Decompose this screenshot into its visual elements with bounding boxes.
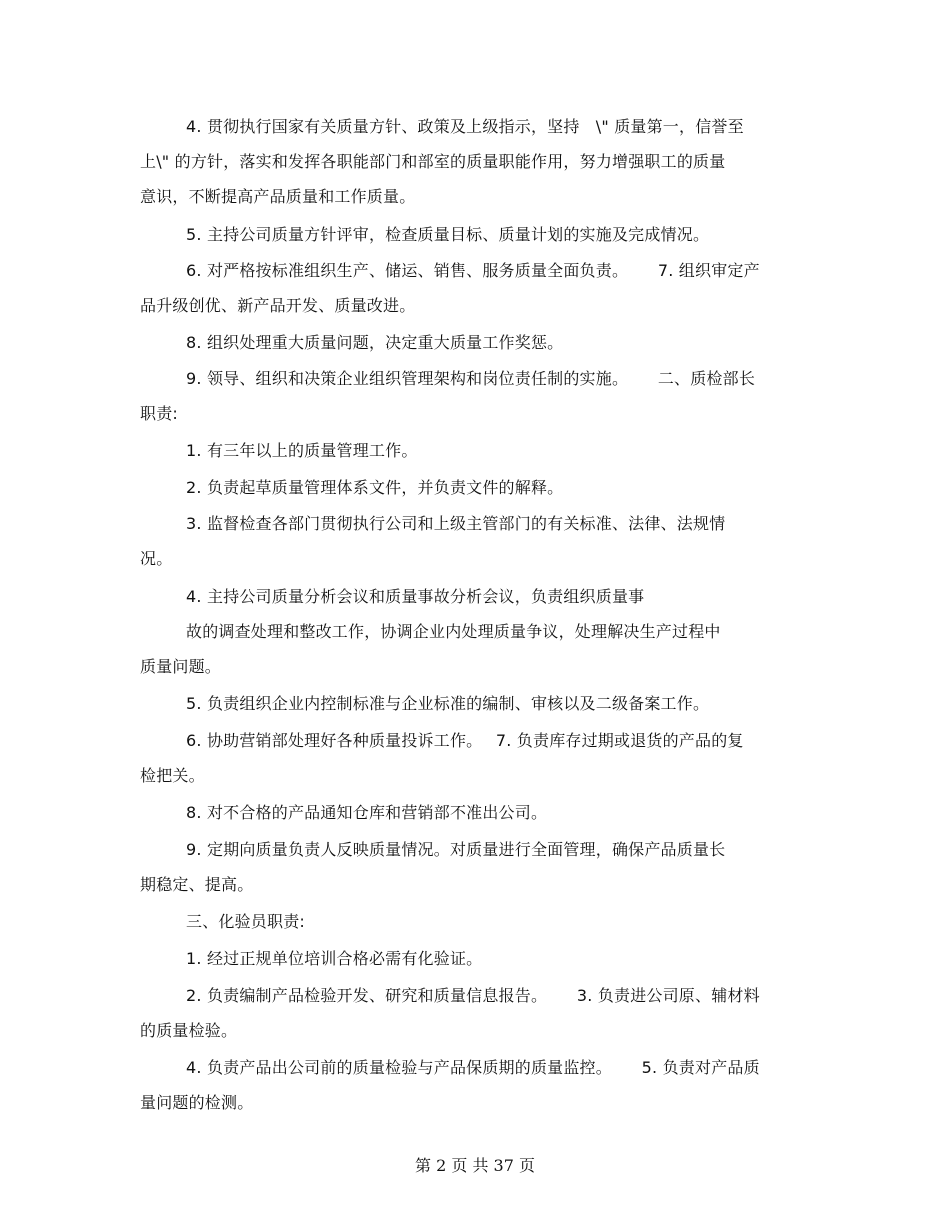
text-line: 的质量检验。: [140, 1021, 238, 1040]
text-line: 3. 监督检查各部门贯彻执行公司和上级主管部门的有关标准、法律、法规情: [186, 514, 726, 533]
page-footer: 第 2 页 共 37 页: [415, 1156, 535, 1175]
text-line: 9. 领导、组织和决策企业组织管理架构和岗位责任制的实施。 二、质检部长: [186, 369, 756, 388]
text-line: 1. 有三年以上的质量管理工作。: [186, 441, 418, 460]
text-line: 检把关。: [140, 766, 205, 785]
text-line: 上\" 的方针，落实和发挥各职能部门和部室的质量职能作用，努力增强职工的质量: [140, 152, 726, 171]
text-line: 品升级创优、新产品开发、质量改进。: [140, 296, 416, 315]
text-line: 2. 负责起草质量管理体系文件，并负责文件的解释。: [186, 478, 564, 497]
section-heading: 三、化验员职责:: [186, 912, 305, 931]
text-line: 2. 负责编制产品检验开发、研究和质量信息报告。 3. 负责进公司原、辅材料: [186, 986, 760, 1005]
text-line: 4. 贯彻执行国家有关质量方针、政策及上级指示，坚持 \" 质量第一，信誉至: [186, 117, 744, 136]
text-line: 况。: [140, 549, 173, 568]
text-line: 8. 组织处理重大质量问题，决定重大质量工作奖惩。: [186, 333, 564, 352]
text-line: 4. 主持公司质量分析会议和质量事故分析会议，负责组织质量事: [186, 587, 645, 606]
text-line: 9. 定期向质量负责人反映质量情况。对质量进行全面管理，确保产品质量长: [186, 840, 726, 859]
text-line: 1. 经过正规单位培训合格必需有化验证。: [186, 949, 483, 968]
text-line: 意识，不断提高产品质量和工作质量。: [140, 187, 416, 206]
text-line: 8. 对不合格的产品通知仓库和营销部不准出公司。: [186, 803, 548, 822]
text-line: 量问题的检测。: [140, 1093, 254, 1112]
text-line: 6. 对严格按标准组织生产、储运、销售、服务质量全面负责。 7. 组织审定产: [186, 261, 760, 280]
text-line: 5. 主持公司质量方针评审，检查质量目标、质量计划的实施及完成情况。: [186, 225, 710, 244]
text-line: 5. 负责组织企业内控制标准与企业标准的编制、审核以及二级备案工作。: [186, 694, 710, 713]
text-line: 6. 协助营销部处理好各种质量投诉工作。 7. 负责库存过期或退货的产品的复: [186, 731, 744, 750]
text-line: 4. 负责产品出公司前的质量检验与产品保质期的质量监控。 5. 负责对产品质: [186, 1058, 760, 1077]
text-line: 质量问题。: [140, 657, 222, 676]
text-line: 故的调查处理和整改工作，协调企业内处理质量争议，处理解决生产过程中: [186, 622, 721, 641]
text-line: 期稳定、提高。: [140, 875, 254, 894]
text-line: 职责:: [140, 404, 178, 423]
